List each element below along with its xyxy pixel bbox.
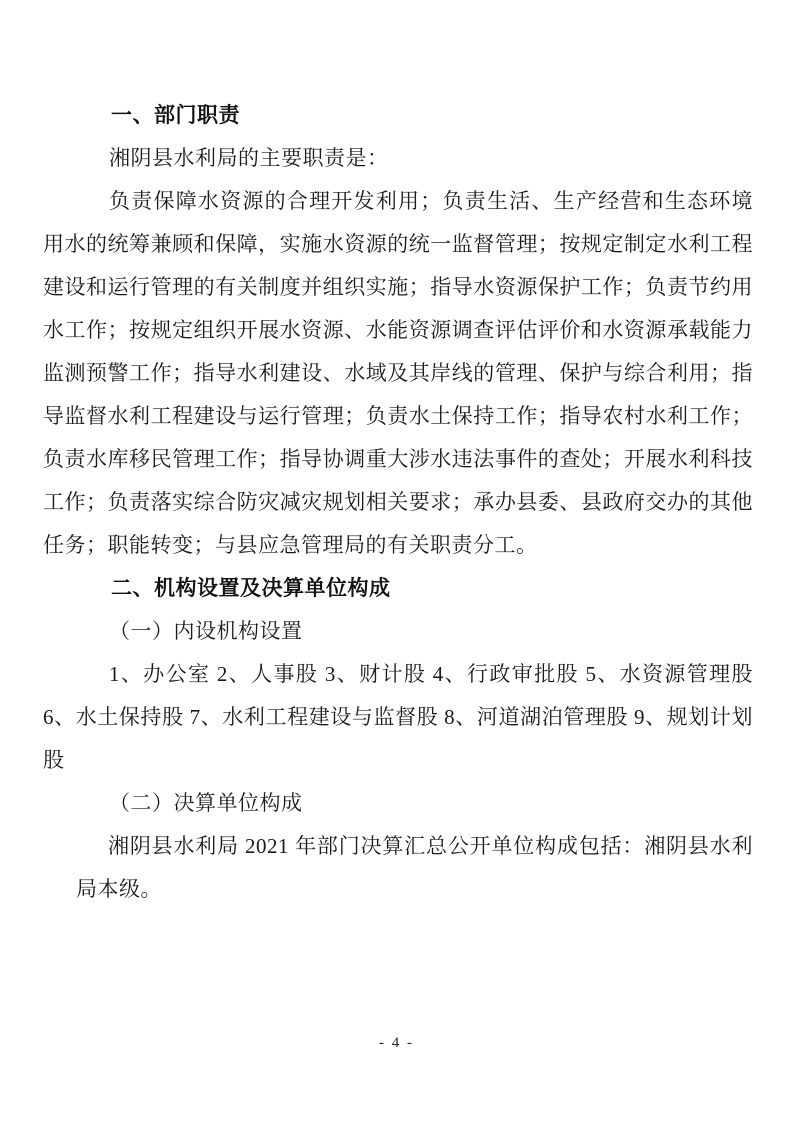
section-2-heading: 二、机构设置及决算单位构成 xyxy=(111,576,391,600)
section-1-duties-paragraph: 负责保障水资源的合理开发利用；负责生活、生产经营和生态环境用水的统筹兼顾和保障，实施水资源的统一监督管理；按规定制定水利工程建设和运行管理的有关制度并组织实施；指导水资源保护工作；负责节约用水工作；按规定组织开展水资源、水能资源调查评估评价和水资源承载能力监测预警工作；指导水利建设、水域及其岸线的管理、保护与综合利用；指导监督水利工程建设与运行管理；负责水土保持工作；指导农村水利工作；负责水库移民管理工作；指导协调重大涉水违法事件的查处；开展水利科技工作；负责落实综合防灾减灾规划相关要求；承办县委、县政府交办的其他任务；职能转变；与县应急管理局的有关职责分工。 xyxy=(43,189,753,557)
section-1-intro-paragraph: 湘阴县水利局的主要职责是： xyxy=(109,146,389,170)
section-2-internal-offices-paragraph: 1、办公室 2、人事股 3、财计股 4、行政审批股 5、水资源管理股 6、水土保持股 7、水利工程建设与监督股 8、河道湖泊管理股 9、规划计划股 xyxy=(43,662,753,772)
section-2-sub-2-title: （二）决算单位构成 xyxy=(109,791,303,815)
document-body xyxy=(43,94,753,911)
page-number: - 4 - xyxy=(379,1035,414,1051)
section-1-heading: 一、部门职责 xyxy=(111,103,240,127)
section-2-sub-1-title: （一）内设机构设置 xyxy=(109,619,303,643)
section-2-unit-composition-paragraph: 湘阴县水利局 2021 年部门决算汇总公开单位构成包括：湘阴县水利局本级。 xyxy=(76,834,753,901)
